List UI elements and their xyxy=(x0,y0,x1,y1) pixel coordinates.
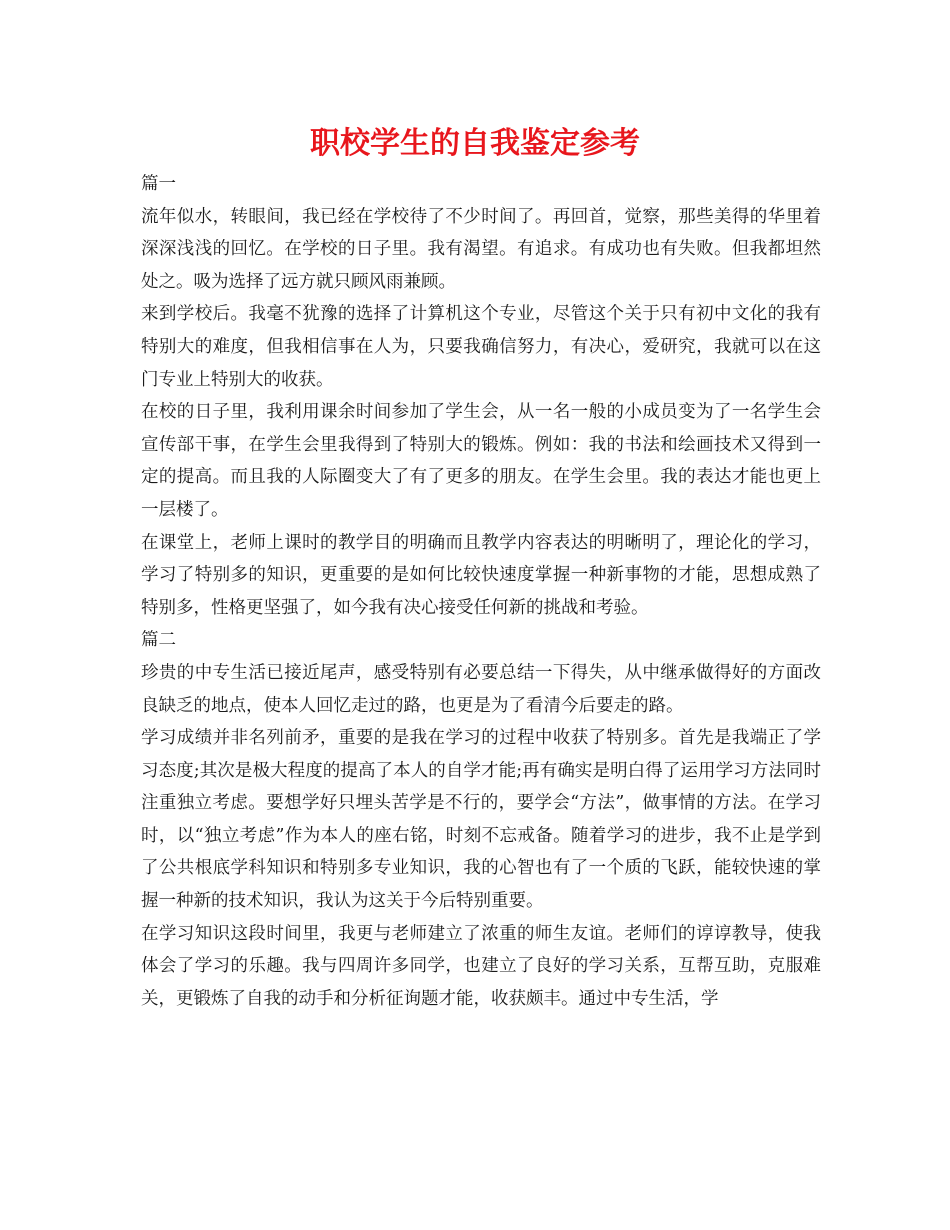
document-title: 职校学生的自我鉴定参考 xyxy=(310,126,640,161)
paragraph: 来到学校后。我毫不犹豫的选择了计算机这个专业，尽管这个关于只有初中文化的我有特别大的难度，但我相信事在人为，只要我确信努力，有决心，爱研究，我就可以在这门专业上特别大的收获。 xyxy=(141,304,821,390)
paragraph: 在学习知识这段时间里，我更与老师建立了浓重的师生友谊。老师们的谆谆教导，使我体会了学习的乐趣。我与四周许多同学，也建立了良好的学习关系，互帮互助，克服难关，更锻炼了自我的动手和分析征询题才能，收获颇丰。通过中专生活，学 xyxy=(141,923,821,1009)
paragraph: 珍贵的中专生活已接近尾声，感受特别有必要总结一下得失，从中继承做得好的方面改良缺乏的地点，使本人回忆走过的路，也更是为了看清今后要走的路。 xyxy=(141,662,821,716)
paragraph: 学习成绩并非名列前矛，重要的是我在学习的过程中收获了特别多。首先是我端正了学习态度;其次是极大程度的提高了本人的自学才能;再有确实是明白得了运用学习方法同时注重独立考虑。要想学好只埋头苦学是不行的，要学会“方法”，做事情的方法。在学习时，以“独立考虑”作为本人的座右铭，时刻不忘戒备。随着学习的进步，我不止是学到了公共根底学科知识和特别多专业知识，我的心智也有了一个质的飞跃，能较快速的掌握一种新的技术知识，我认为这关于今后特别重要。 xyxy=(141,728,821,912)
section-label-1: 篇一 xyxy=(141,174,176,194)
section-label-2: 篇二 xyxy=(141,630,176,651)
paragraph: 在校的日子里，我利用课余时间参加了学生会，从一名一般的小成员变为了一名学生会宣传部干事，在学生会里我得到了特别大的锻炼。例如：我的书法和绘画技术又得到一定的提高。而且我的人际圈变大了有了更多的朋友。在学生会里。我的表达才能也更上一层楼了。 xyxy=(141,402,821,520)
document-body xyxy=(141,168,821,1015)
paragraph: 在课堂上，老师上课时的教学目的明确而且教学内容表达的明晰明了，理论化的学习，学习了特别多的知识，更重要的是如何比较快速度掌握一种新事物的才能，思想成熟了特别多，性格更坚强了，如今我有决心接受任何新的挑战和考验。 xyxy=(141,532,821,618)
paragraph: 流年似水，转眼间，我已经在学校待了不少时间了。再回首，觉察，那些美得的华里着深深浅浅的回忆。在学校的日子里。我有渴望。有追求。有成功也有失败。但我都坦然处之。吸为选择了远方就只顾风雨兼顾。 xyxy=(141,206,821,292)
